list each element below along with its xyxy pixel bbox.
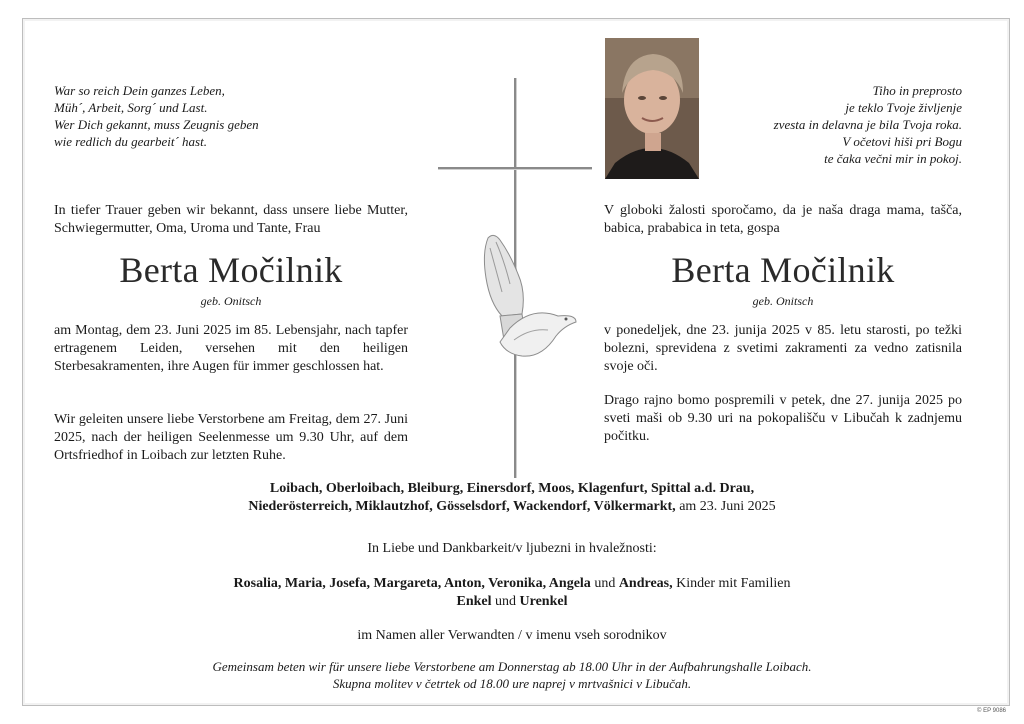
family-suffix: Kinder mit Familien [672,576,791,591]
places-line-2 [0,498,1024,516]
slovenian-intro: V globoki žalosti sporočamo, da je naša draga mama, tašča, babica, prababica in teta, gospa [604,203,962,236]
child-name: Andreas, [618,576,673,591]
deceased-name-slovenian: Berta Močilnik [671,250,895,290]
place-date: am 23. Juni 2025 [675,499,776,514]
poem-right-line: te čaka večni mir in pokoj. [824,151,962,166]
places-list: Loibach, Oberloibach, Bleiburg, Einersdorf, Moos, Klagenfurt, Spittal a.d. Drau, [269,481,755,496]
german-funeral-details: Wir geleiten unsere liebe Verstorbene am Freitag, dem 27. Juni 2025, nach der heiligen Seelenmesse um 9.30 Uhr, auf dem Ortsfriedhof in Loibach zur letzten Ruhe. [54,412,408,463]
poem-left-line: War so reich Dein ganzes Leben, [54,83,225,98]
poem-right [700,82,962,167]
places-line-1 [0,480,1024,498]
poem-left-line: Müh´, Arbeit, Sorg´ und Last. [54,100,208,115]
poem-right-line: zvesta in delavna je bila Tvoja roka. [773,117,962,132]
family-line-2 [0,593,1024,611]
gratitude-line: In Liebe und Dankbarkeit/v ljubezni in hvaležnosti: [367,541,657,556]
poem-right-line: je teklo Tvoje življenje [845,100,962,115]
children-names: Rosalia, Maria, Josefa, Margareta, Anton, Veronika, Angela [233,576,591,591]
prayer-line-german: Gemeinsam beten wir für unsere liebe Verstorbene am Donnerstag ab 18.00 Uhr in der Aufbahrungshalle Loibach. [212,659,812,674]
grandchildren: Enkel [456,594,492,609]
family-line-1 [0,575,1024,593]
portrait-photo-image [605,38,699,179]
portrait-photo [605,38,699,179]
german-intro: In tiefer Trauer geben wir bekannt, dass unsere liebe Mutter, Schwiegermutter, Oma, Uroma und Tante, Frau [54,203,408,236]
poem-right-line: Tiho in preprosto [872,83,962,98]
poem-left-line: wie redlich du gearbeit´ hast. [54,134,207,149]
great-grandchildren: Urenkel [519,594,568,609]
cross-icon [430,78,600,478]
birth-name-slovenian: geb. Onitsch [752,294,814,308]
conjunction: und [590,576,619,591]
slovenian-death-notice: v ponedeljek, dne 23. junija 2025 v 85. letu starosti, po težki bolezni, sprevidena z svetimi zakramenti za vedno zatisnila svoje oči. [604,323,962,374]
relatives-line: im Namen aller Verwandten / v imenu vseh sorodnikov [357,628,667,643]
print-code: © EP 9086 [977,708,1006,714]
prayer-line-slovenian: Skupna molitev v četrtek od 18.00 ure naprej v mrtvašnici v Libučah. [332,676,692,691]
birth-name-german: geb. Onitsch [200,294,262,308]
german-death-notice: am Montag, dem 23. Juni 2025 im 85. Lebensjahr, nach tapfer ertragenem Leiden, versehen mit den heiligen Sterbesakramenten, ihre Augen für immer geschlossen hat. [54,323,408,374]
places-list: Niederösterreich, Miklautzhof, Gösselsdorf, Wackendorf, Völkermarkt, [248,499,676,514]
slovenian-funeral-details: Drago rajno bomo pospremili v petek, dne 27. junija 2025 po sveti maši ob 9.30 uri na pokopališču v Libučah k zadnjemu počitku. [604,393,962,444]
poem-right-line: V očetovi hiši pri Bogu [842,134,962,149]
conjunction: und [491,594,520,609]
deceased-name-german: Berta Močilnik [119,250,343,290]
poem-left [54,82,259,150]
poem-left-line: Wer Dich gekannt, muss Zeugnis geben [54,117,259,132]
